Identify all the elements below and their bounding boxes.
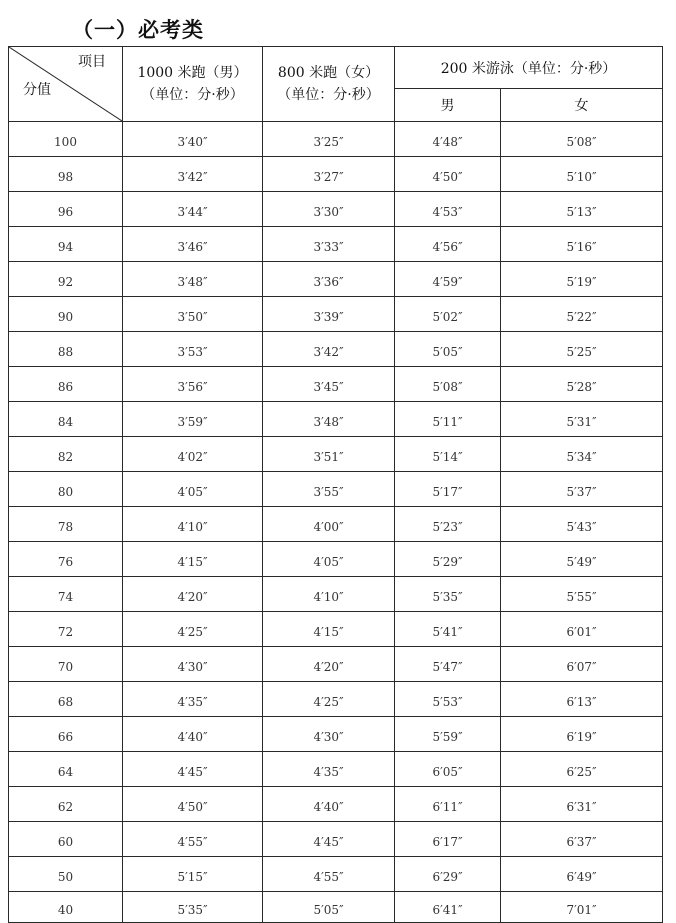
swim-male-cell: 5′14″ <box>395 437 501 472</box>
swim-female-cell: 5′55″ <box>501 577 663 612</box>
swim-male-cell: 5′05″ <box>395 332 501 367</box>
swim-female-cell: 5′22″ <box>501 297 663 332</box>
item-header-label: 项目 <box>78 54 106 70</box>
table-row <box>9 332 663 367</box>
table-row <box>9 157 663 192</box>
table-row <box>9 647 663 682</box>
swim-male-cell: 5′35″ <box>395 577 501 612</box>
run800-title: 800 米跑（女） <box>277 65 380 81</box>
swim-female-cell: 7′01″ <box>501 892 663 923</box>
score-cell: 60 <box>9 822 123 857</box>
swim-female-cell: 5′49″ <box>501 542 663 577</box>
swim-male-cell: 5′02″ <box>395 297 501 332</box>
run1000-cell: 3′44″ <box>123 192 263 227</box>
score-cell: 72 <box>9 612 123 647</box>
swim-male-cell: 4′59″ <box>395 262 501 297</box>
table-row <box>9 787 663 822</box>
swim-female-cell: 5′31″ <box>501 402 663 437</box>
run800-cell: 3′33″ <box>263 227 395 262</box>
swim-female-cell: 6′37″ <box>501 822 663 857</box>
score-cell: 80 <box>9 472 123 507</box>
swim-female-cell: 5′43″ <box>501 507 663 542</box>
run1000-cell: 3′48″ <box>123 262 263 297</box>
swim-female-cell: 5′19″ <box>501 262 663 297</box>
swim-female-cell: 5′10″ <box>501 157 663 192</box>
score-cell: 76 <box>9 542 123 577</box>
swim-male-cell: 4′48″ <box>395 122 501 157</box>
swim-female-cell: 6′49″ <box>501 857 663 892</box>
table-row <box>9 262 663 297</box>
run1000-cell: 4′45″ <box>123 752 263 787</box>
swim-male-cell: 5′29″ <box>395 542 501 577</box>
table-row <box>9 507 663 542</box>
run800-cell: 4′20″ <box>263 647 395 682</box>
table-row <box>9 437 663 472</box>
table-row <box>9 472 663 507</box>
run800-cell: 4′45″ <box>263 822 395 857</box>
run800-cell: 3′30″ <box>263 192 395 227</box>
swim-male-cell: 5′41″ <box>395 612 501 647</box>
swim-female-cell: 6′19″ <box>501 717 663 752</box>
swim-male-cell: 6′41″ <box>395 892 501 923</box>
score-cell: 74 <box>9 577 123 612</box>
swim-female-cell: 5′28″ <box>501 367 663 402</box>
run1000-cell: 5′35″ <box>123 892 263 923</box>
run800-cell: 4′55″ <box>263 857 395 892</box>
table-header <box>9 47 663 122</box>
run1000-cell: 4′25″ <box>123 612 263 647</box>
score-cell: 62 <box>9 787 123 822</box>
table-row <box>9 892 663 923</box>
swim-female-cell: 5′25″ <box>501 332 663 367</box>
run800-cell: 4′15″ <box>263 612 395 647</box>
run800-cell: 4′25″ <box>263 682 395 717</box>
run800-cell: 4′00″ <box>263 507 395 542</box>
table-row <box>9 402 663 437</box>
table-row <box>9 227 663 262</box>
score-cell: 86 <box>9 367 123 402</box>
run1000-cell: 5′15″ <box>123 857 263 892</box>
table-row <box>9 297 663 332</box>
swim-male-cell: 5′17″ <box>395 472 501 507</box>
table-row <box>9 752 663 787</box>
run1000-cell: 4′50″ <box>123 787 263 822</box>
score-cell: 90 <box>9 297 123 332</box>
swim-male-cell: 5′23″ <box>395 507 501 542</box>
run1000-cell: 3′40″ <box>123 122 263 157</box>
score-cell: 78 <box>9 507 123 542</box>
run1000-cell: 4′15″ <box>123 542 263 577</box>
score-cell: 96 <box>9 192 123 227</box>
score-cell: 88 <box>9 332 123 367</box>
swim-female-cell: 5′13″ <box>501 192 663 227</box>
run800-unit: （单位：分·秒） <box>277 87 380 103</box>
run800-cell: 3′27″ <box>263 157 395 192</box>
score-cell: 82 <box>9 437 123 472</box>
run800-cell: 5′05″ <box>263 892 395 923</box>
swim-male-cell: 5′53″ <box>395 682 501 717</box>
swim-female-cell: 6′01″ <box>501 612 663 647</box>
score-header-label: 分值 <box>23 82 51 98</box>
swim-male-cell: 6′11″ <box>395 787 501 822</box>
table-row <box>9 717 663 752</box>
table-row <box>9 822 663 857</box>
score-cell: 64 <box>9 752 123 787</box>
swim-male-cell: 6′17″ <box>395 822 501 857</box>
run1000-cell: 4′02″ <box>123 437 263 472</box>
run1000-cell: 3′46″ <box>123 227 263 262</box>
run1000-title: 1000 米跑（男） <box>137 65 248 81</box>
swim-male-cell: 6′29″ <box>395 857 501 892</box>
run800-cell: 3′36″ <box>263 262 395 297</box>
swim-male-cell: 5′11″ <box>395 402 501 437</box>
scoring-table <box>8 46 663 923</box>
table-body <box>9 122 663 923</box>
score-cell: 40 <box>9 892 123 923</box>
run1000-cell: 4′20″ <box>123 577 263 612</box>
swim-female-cell: 6′31″ <box>501 787 663 822</box>
score-cell: 98 <box>9 157 123 192</box>
table-row <box>9 367 663 402</box>
swim-female-cell: 6′07″ <box>501 647 663 682</box>
swim-female-cell: 5′08″ <box>501 122 663 157</box>
swim-female-cell: 6′25″ <box>501 752 663 787</box>
run800-cell: 3′48″ <box>263 402 395 437</box>
run1000-cell: 4′55″ <box>123 822 263 857</box>
table-row <box>9 192 663 227</box>
run800-cell: 3′45″ <box>263 367 395 402</box>
table-row <box>9 857 663 892</box>
run1000-header <box>123 47 263 122</box>
score-cell: 70 <box>9 647 123 682</box>
swim-male-cell: 5′08″ <box>395 367 501 402</box>
swim-male-header: 男 <box>395 89 501 122</box>
score-cell: 84 <box>9 402 123 437</box>
table-row <box>9 122 663 157</box>
swim-male-cell: 6′05″ <box>395 752 501 787</box>
run1000-cell: 4′10″ <box>123 507 263 542</box>
run1000-cell: 3′59″ <box>123 402 263 437</box>
swim-male-cell: 4′53″ <box>395 192 501 227</box>
swim-female-cell: 5′16″ <box>501 227 663 262</box>
run800-cell: 4′10″ <box>263 577 395 612</box>
run1000-cell: 3′50″ <box>123 297 263 332</box>
score-cell: 92 <box>9 262 123 297</box>
run800-cell: 3′25″ <box>263 122 395 157</box>
run1000-cell: 3′56″ <box>123 367 263 402</box>
swim-male-cell: 5′59″ <box>395 717 501 752</box>
swim-male-cell: 4′56″ <box>395 227 501 262</box>
swim-male-cell: 5′47″ <box>395 647 501 682</box>
score-cell: 66 <box>9 717 123 752</box>
run1000-cell: 4′40″ <box>123 717 263 752</box>
run1000-cell: 4′35″ <box>123 682 263 717</box>
run1000-cell: 4′05″ <box>123 472 263 507</box>
run800-cell: 3′42″ <box>263 332 395 367</box>
table-row <box>9 612 663 647</box>
run1000-unit: （单位：分·秒） <box>141 87 244 103</box>
run800-cell: 4′05″ <box>263 542 395 577</box>
run1000-cell: 4′30″ <box>123 647 263 682</box>
run800-header <box>263 47 395 122</box>
swim-female-cell: 5′34″ <box>501 437 663 472</box>
run800-cell: 4′35″ <box>263 752 395 787</box>
diagonal-header-cell <box>9 47 123 122</box>
score-cell: 68 <box>9 682 123 717</box>
run800-cell: 3′39″ <box>263 297 395 332</box>
run800-cell: 4′40″ <box>263 787 395 822</box>
table-row <box>9 682 663 717</box>
swim-male-cell: 4′50″ <box>395 157 501 192</box>
scoring-table-container <box>8 46 662 923</box>
section-title: （一）必考类 <box>72 17 204 42</box>
swim-female-cell: 6′13″ <box>501 682 663 717</box>
run800-cell: 4′30″ <box>263 717 395 752</box>
score-cell: 100 <box>9 122 123 157</box>
table-row <box>9 542 663 577</box>
table-row <box>9 577 663 612</box>
run800-cell: 3′55″ <box>263 472 395 507</box>
swim-female-header: 女 <box>501 89 663 122</box>
run800-cell: 3′51″ <box>263 437 395 472</box>
score-cell: 94 <box>9 227 123 262</box>
swim-female-cell: 5′37″ <box>501 472 663 507</box>
run1000-cell: 3′42″ <box>123 157 263 192</box>
score-cell: 50 <box>9 857 123 892</box>
swim200-header: 200 米游泳（单位：分·秒） <box>395 47 663 89</box>
run1000-cell: 3′53″ <box>123 332 263 367</box>
